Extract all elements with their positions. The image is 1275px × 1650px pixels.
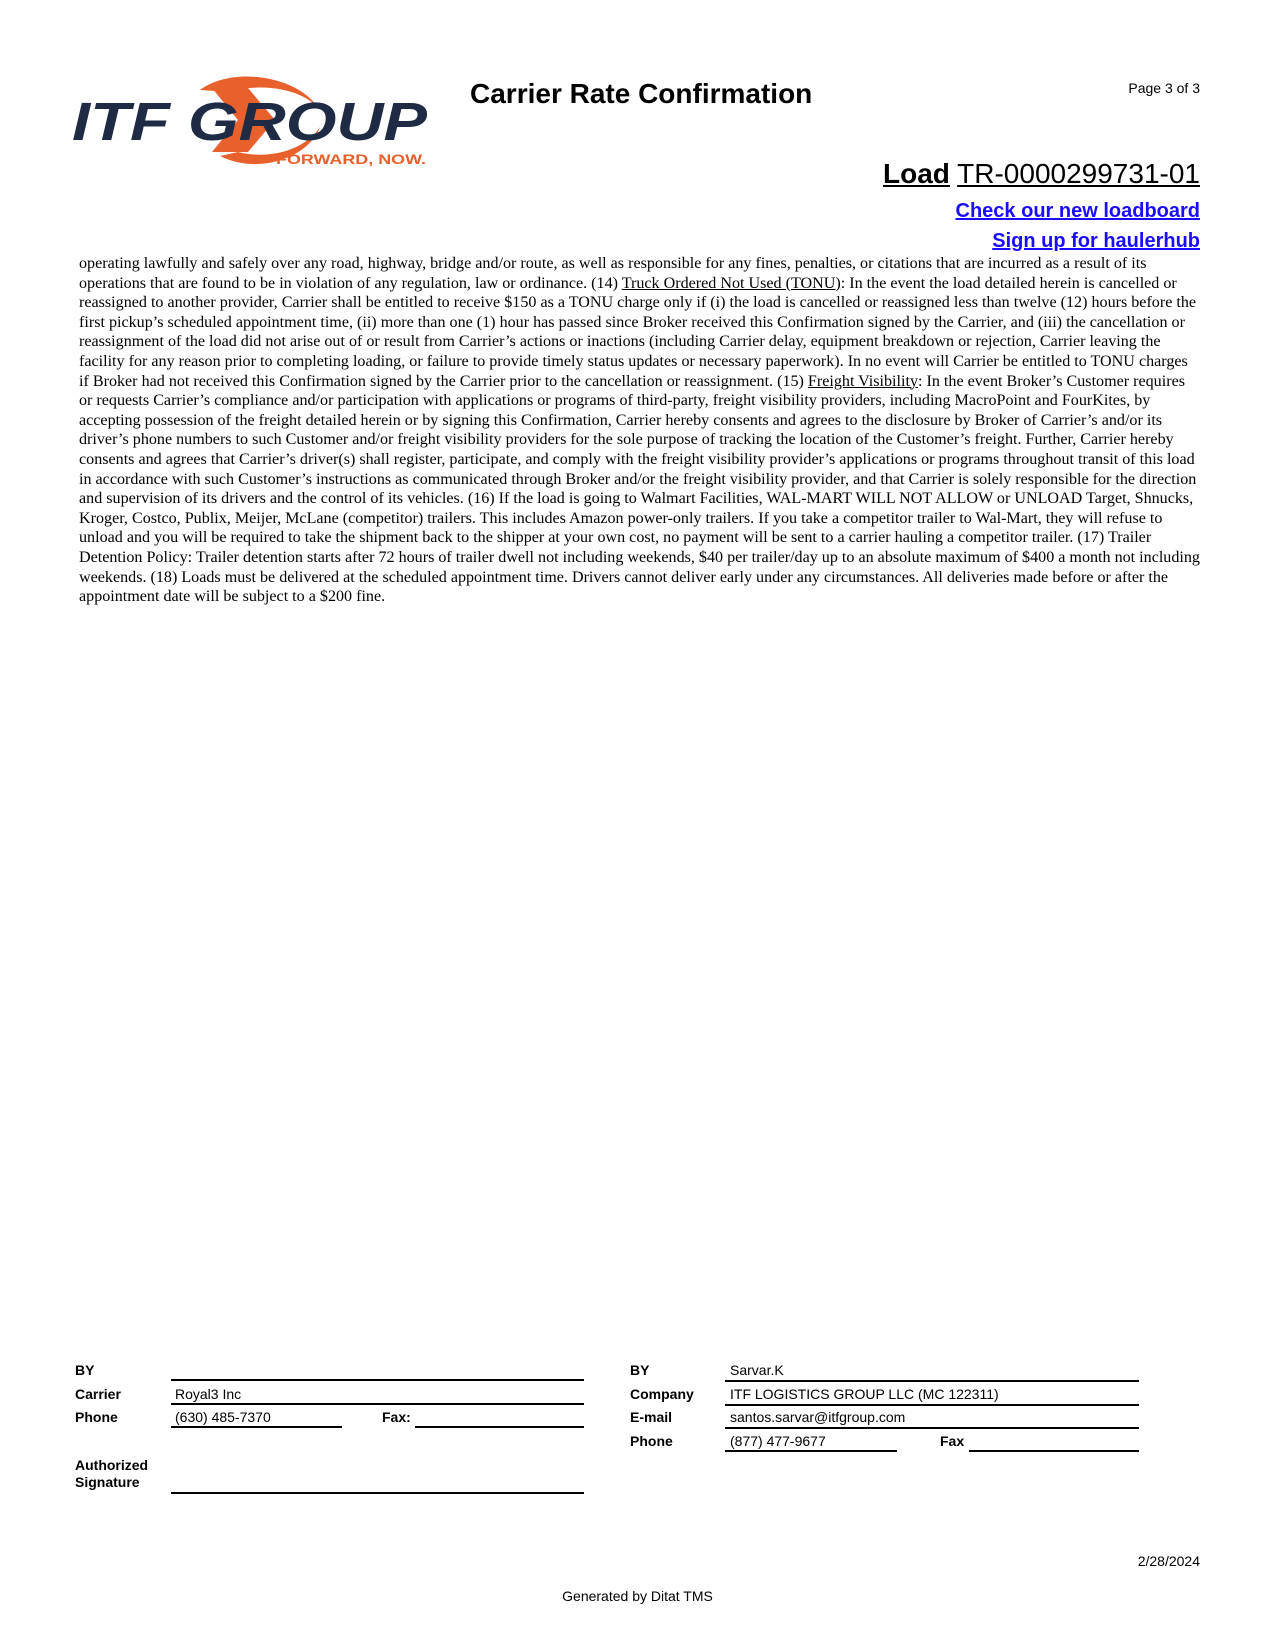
carrier-phone-value[interactable]: (630) 485-7370 xyxy=(175,1409,271,1425)
broker-phone-line xyxy=(725,1450,897,1452)
carrier-fax-label: Fax: xyxy=(382,1409,411,1425)
company-label: Company xyxy=(630,1386,694,1402)
visibility-body: : In the event Broker’s Customer requires or requests Carrier’s compliance and/or participation with applications or programs of third-party, freight visibility providers, including MacroPoint and FourKites, by accepting possession of the freight detailed herein or by signing this Confirmation, Carrier hereby consents and agrees to the disclosure by Broker of Carrier’s and/or its driver’s phone numbers to such Customer and/or freight visibility providers for the sole purpose of tracking the location of the Customer’s freight. Further, Carrier hereby consents and agrees that Carrier’s driver(s) shall register, participate, and comply with the freight visibility provider’s applications or programs throughout transit of this load in accordance with such Customer’s instructions as communicated through Broker and/or the freight visibility provider, and that Carrier is solely responsible for the direction and supervision of its drivers and the control of its vehicles. (16) If the load is going to Walmart Facilities, WAL-MART WILL NOT ALLOW or UNLOAD Target, Shnucks, Kroger, Costco, Publix, Meijer, McLane (competitor) trailers. This includes Amazon power-only trailers. If you take a competitor trailer to Wal-Mart, they will refuse to unload and you will be required to take the shipment back to the shipper at your own cost, no payment will be sent to a carrier hauling a competitor trailer. (17) Trailer Detention Policy: Trailer detention starts after 72 hours of trailer dwell not including weekends, $40 per trailer/day up to an absolute maximum of $400 a month not including weekends. (18) Loads must be delivered at the scheduled appointment time. Drivers cannot deliver early under any circumstances. All deliveries made before or after the appointment date will be subject to a $200 fine. xyxy=(79,372,1200,606)
carrier-by-line xyxy=(171,1379,584,1381)
email-value: santos.sarvar@itfgroup.com xyxy=(730,1409,906,1425)
broker-phone-label: Phone xyxy=(630,1433,673,1449)
broker-phone-value: (877) 477-9677 xyxy=(730,1433,826,1449)
itf-group-logo xyxy=(70,72,440,172)
carrier-label: Carrier xyxy=(75,1386,121,1402)
haulerhub-link[interactable]: Sign up for haulerhub xyxy=(992,230,1200,252)
signature-label-line1: Authorized xyxy=(75,1457,149,1473)
carrier-name-line xyxy=(171,1403,584,1405)
terms-intro: operating lawfully and safely over any road, highway, bridge and/or route, as well as responsible for any fines, penalties, or citations that are incurred as a result of its operations that are found to be in violation of any regulation, law or ordinance. (14) xyxy=(79,255,1147,292)
broker-fax-line xyxy=(969,1450,1139,1452)
broker-fax-label: Fax xyxy=(940,1433,965,1449)
company-value: ITF LOGISTICS GROUP LLC (MC 122311) xyxy=(730,1386,999,1402)
tonu-body: : In the event the load detailed herein is cancelled or reassigned to another provider, Carrier shall be entitled to receive $150 as a TONU charge only if (i) the load is cancelled or reassigned less than twelve (12) hours before the first pickup’s scheduled appointment time, (ii) more than one (1) hour has passed since Broker received this Confirmation signed by the Carrier, and (iii) the cancellation or reassignment of the load did not arise out of or result from Carrier’s actions or inactions (including Carrier delay, equipment breakdown or rejection, Carrier leaving the facility for any reason prior to completing loading, or failure to provide timely status updates or necessary paperwork). In no event will Carrier be entitled to TONU charges if Broker had not received this Confirmation signed by the Carrier prior to the cancellation or reassignment. (15) xyxy=(79,274,1197,390)
load-label: Load xyxy=(882,158,950,189)
document-date: 2/28/2024 xyxy=(1137,1553,1200,1569)
company-line xyxy=(725,1404,1139,1406)
signature-label-line2: Signature xyxy=(75,1474,140,1490)
load-number: TR-0000299731-01 xyxy=(957,158,1200,189)
visibility-heading: Freight Visibility xyxy=(807,372,918,390)
email-label: E-mail xyxy=(630,1409,673,1425)
carrier-phone-label: Phone xyxy=(75,1409,118,1425)
document-title: Carrier Rate Confirmation xyxy=(470,78,813,109)
signature-line[interactable] xyxy=(171,1492,584,1494)
logo-tagline: FORWARD, NOW. xyxy=(276,151,426,167)
logo-text: ITF GROUP xyxy=(72,92,429,152)
email-line xyxy=(725,1427,1139,1429)
carrier-by-label: BY xyxy=(75,1362,95,1378)
carrier-name[interactable]: Royal3 Inc xyxy=(175,1386,242,1402)
terms-paragraph xyxy=(79,254,1200,607)
loadboard-link[interactable]: Check our new loadboard xyxy=(955,200,1200,222)
carrier-fax-line xyxy=(415,1426,584,1428)
broker-by-label: BY xyxy=(630,1362,650,1378)
page-number: Page 3 of 3 xyxy=(1128,80,1200,96)
load-heading xyxy=(883,158,1200,190)
carrier-phone-line xyxy=(171,1426,342,1428)
broker-by-line xyxy=(725,1380,1139,1382)
footer-generated-by: Generated by Ditat TMS xyxy=(562,1588,713,1604)
tonu-heading: Truck Ordered Not Used (TONU) xyxy=(621,274,841,292)
broker-by-value: Sarvar.K xyxy=(730,1362,784,1378)
